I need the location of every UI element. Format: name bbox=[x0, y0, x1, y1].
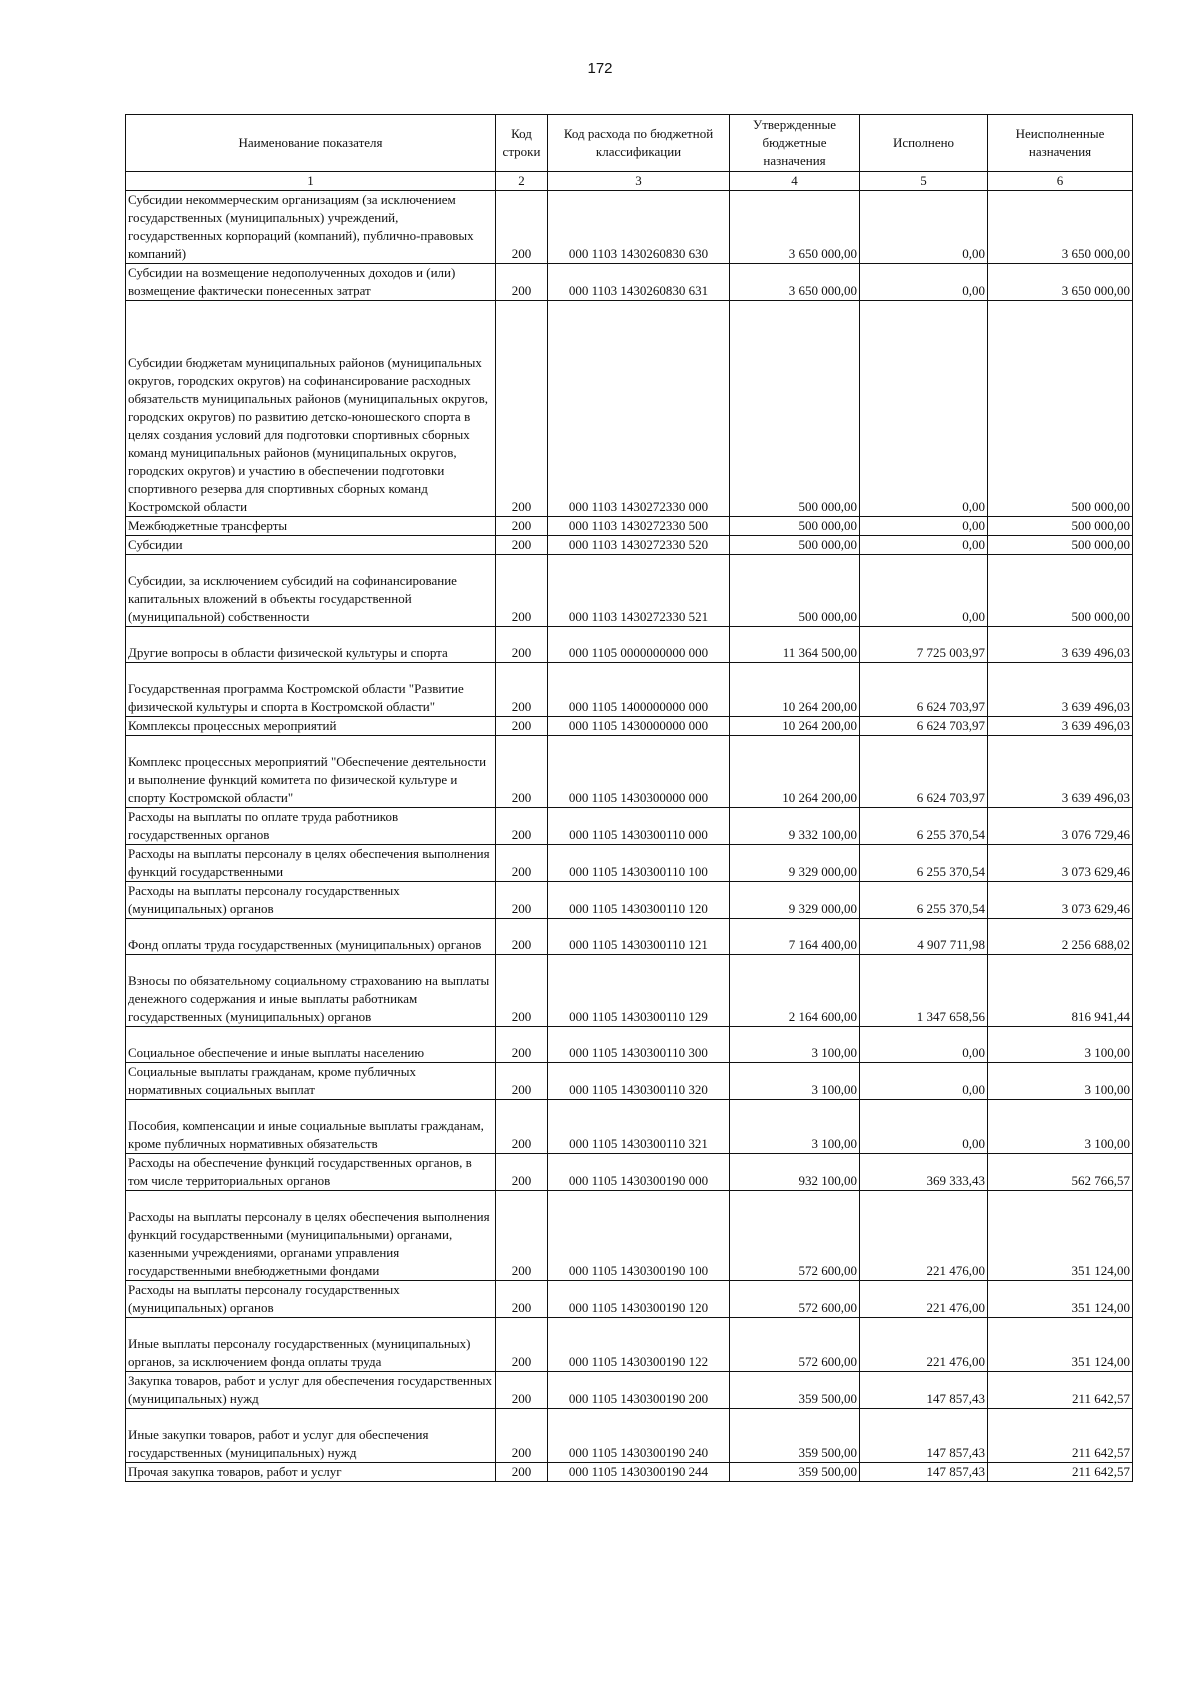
row-name: Другие вопросы в области физической культуры и спорта bbox=[126, 627, 496, 663]
row-name: Расходы на выплаты персоналу в целях обеспечения выполнения функций государственными bbox=[126, 845, 496, 882]
row-classification-code: 000 1105 1430300190 100 bbox=[548, 1191, 730, 1281]
row-executed-amount: 6 624 703,97 bbox=[860, 717, 988, 736]
row-executed-amount: 6 624 703,97 bbox=[860, 663, 988, 717]
row-name: Субсидии, за исключением субсидий на софинансирование капитальных вложений в объекты государственной (муниципальной) собственности bbox=[126, 555, 496, 627]
row-name: Субсидии некоммерческим организациям (за исключением государственных (муниципальных) учреждений, государственных корпораций (компаний), публично-правовых компаний) bbox=[126, 191, 496, 264]
row-line-code: 200 bbox=[496, 955, 548, 1027]
row-classification-code: 000 1103 1430272330 500 bbox=[548, 517, 730, 536]
table-row bbox=[126, 1154, 1133, 1191]
row-line-code: 200 bbox=[496, 627, 548, 663]
row-approved-amount: 932 100,00 bbox=[730, 1154, 860, 1191]
row-name: Государственная программа Костромской области "Развитие физической культуры и спорта в Костромской области" bbox=[126, 663, 496, 717]
row-classification-code: 000 1103 1430260830 630 bbox=[548, 191, 730, 264]
table-row bbox=[126, 555, 1133, 627]
table-row bbox=[126, 808, 1133, 845]
row-approved-amount: 9 329 000,00 bbox=[730, 845, 860, 882]
row-classification-code: 000 1105 1430300110 129 bbox=[548, 955, 730, 1027]
row-line-code: 200 bbox=[496, 882, 548, 919]
row-line-code: 200 bbox=[496, 536, 548, 555]
row-classification-code: 000 1105 1400000000 000 bbox=[548, 663, 730, 717]
row-executed-amount: 147 857,43 bbox=[860, 1372, 988, 1409]
row-approved-amount: 359 500,00 bbox=[730, 1372, 860, 1409]
row-executed-amount: 6 624 703,97 bbox=[860, 736, 988, 808]
row-executed-amount: 0,00 bbox=[860, 517, 988, 536]
row-line-code: 200 bbox=[496, 663, 548, 717]
row-executed-amount: 221 476,00 bbox=[860, 1191, 988, 1281]
row-unexecuted-amount: 3 639 496,03 bbox=[988, 736, 1133, 808]
row-name: Взносы по обязательному социальному страхованию на выплаты денежного содержания и иные выплаты работникам государственных (муниципальных) органов bbox=[126, 955, 496, 1027]
row-classification-code: 000 1105 1430300110 000 bbox=[548, 808, 730, 845]
table-row bbox=[126, 1027, 1133, 1063]
row-name: Пособия, компенсации и иные социальные выплаты гражданам, кроме публичных нормативных обязательств bbox=[126, 1100, 496, 1154]
row-approved-amount: 572 600,00 bbox=[730, 1281, 860, 1318]
row-line-code: 200 bbox=[496, 555, 548, 627]
row-name: Расходы на выплаты персоналу в целях обеспечения выполнения функций государственными (муниципальными) органами, казенными учреждениями, органами управления государственными внебюджетными фондами bbox=[126, 1191, 496, 1281]
row-name: Субсидии на возмещение недополученных доходов и (или) возмещение фактически понесенных затрат bbox=[126, 264, 496, 301]
row-executed-amount: 0,00 bbox=[860, 264, 988, 301]
table-row bbox=[126, 736, 1133, 808]
column-header-classification-code: Код расхода по бюджетной классификации bbox=[548, 115, 730, 172]
row-line-code: 200 bbox=[496, 1463, 548, 1482]
row-approved-amount: 359 500,00 bbox=[730, 1409, 860, 1463]
row-classification-code: 000 1105 1430000000 000 bbox=[548, 717, 730, 736]
row-approved-amount: 572 600,00 bbox=[730, 1318, 860, 1372]
row-executed-amount: 369 333,43 bbox=[860, 1154, 988, 1191]
page-number: 172 bbox=[587, 60, 613, 77]
table-row bbox=[126, 1100, 1133, 1154]
table-row bbox=[126, 1191, 1133, 1281]
row-line-code: 200 bbox=[496, 1409, 548, 1463]
row-approved-amount: 3 650 000,00 bbox=[730, 264, 860, 301]
row-executed-amount: 0,00 bbox=[860, 1027, 988, 1063]
row-name: Субсидии bbox=[126, 536, 496, 555]
row-unexecuted-amount: 3 100,00 bbox=[988, 1100, 1133, 1154]
row-approved-amount: 7 164 400,00 bbox=[730, 919, 860, 955]
row-line-code: 200 bbox=[496, 1372, 548, 1409]
row-executed-amount: 0,00 bbox=[860, 301, 988, 517]
row-approved-amount: 3 100,00 bbox=[730, 1063, 860, 1100]
row-approved-amount: 10 264 200,00 bbox=[730, 663, 860, 717]
row-name: Иные закупки товаров, работ и услуг для обеспечения государственных (муниципальных) нужд bbox=[126, 1409, 496, 1463]
table-row bbox=[126, 663, 1133, 717]
table-row bbox=[126, 1463, 1133, 1482]
row-executed-amount: 1 347 658,56 bbox=[860, 955, 988, 1027]
row-executed-amount: 221 476,00 bbox=[860, 1281, 988, 1318]
row-classification-code: 000 1105 1430300110 320 bbox=[548, 1063, 730, 1100]
row-classification-code: 000 1105 1430300110 120 bbox=[548, 882, 730, 919]
row-unexecuted-amount: 3 650 000,00 bbox=[988, 264, 1133, 301]
table-row bbox=[126, 1281, 1133, 1318]
table-row bbox=[126, 191, 1133, 264]
table-row bbox=[126, 1372, 1133, 1409]
row-name: Расходы на выплаты персоналу государственных (муниципальных) органов bbox=[126, 1281, 496, 1318]
row-line-code: 200 bbox=[496, 808, 548, 845]
row-classification-code: 000 1103 1430260830 631 bbox=[548, 264, 730, 301]
row-line-code: 200 bbox=[496, 1191, 548, 1281]
row-name: Фонд оплаты труда государственных (муниципальных) органов bbox=[126, 919, 496, 955]
row-line-code: 200 bbox=[496, 1318, 548, 1372]
row-classification-code: 000 1103 1430272330 000 bbox=[548, 301, 730, 517]
row-approved-amount: 2 164 600,00 bbox=[730, 955, 860, 1027]
row-executed-amount: 0,00 bbox=[860, 536, 988, 555]
row-name: Комплекс процессных мероприятий "Обеспечение деятельности и выполнение функций комитета по физической культуре и спорту Костромской области" bbox=[126, 736, 496, 808]
row-unexecuted-amount: 816 941,44 bbox=[988, 955, 1133, 1027]
row-unexecuted-amount: 3 073 629,46 bbox=[988, 845, 1133, 882]
table-row bbox=[126, 1318, 1133, 1372]
column-number: 6 bbox=[988, 172, 1133, 191]
row-approved-amount: 359 500,00 bbox=[730, 1463, 860, 1482]
table-row bbox=[126, 1409, 1133, 1463]
row-classification-code: 000 1105 1430300000 000 bbox=[548, 736, 730, 808]
row-name: Расходы на выплаты по оплате труда работников государственных органов bbox=[126, 808, 496, 845]
table-row bbox=[126, 627, 1133, 663]
row-unexecuted-amount: 211 642,57 bbox=[988, 1372, 1133, 1409]
row-unexecuted-amount: 211 642,57 bbox=[988, 1409, 1133, 1463]
row-approved-amount: 572 600,00 bbox=[730, 1191, 860, 1281]
table-body bbox=[126, 191, 1133, 1482]
row-name: Расходы на выплаты персоналу государственных (муниципальных) органов bbox=[126, 882, 496, 919]
row-name: Прочая закупка товаров, работ и услуг bbox=[126, 1463, 496, 1482]
column-header-line-code: Код строки bbox=[496, 115, 548, 172]
row-unexecuted-amount: 351 124,00 bbox=[988, 1191, 1133, 1281]
row-classification-code: 000 1105 1430300190 120 bbox=[548, 1281, 730, 1318]
table-row bbox=[126, 882, 1133, 919]
row-classification-code: 000 1103 1430272330 521 bbox=[548, 555, 730, 627]
row-unexecuted-amount: 3 639 496,03 bbox=[988, 627, 1133, 663]
table-row bbox=[126, 536, 1133, 555]
row-unexecuted-amount: 2 256 688,02 bbox=[988, 919, 1133, 955]
column-number: 4 bbox=[730, 172, 860, 191]
row-name: Социальное обеспечение и иные выплаты населению bbox=[126, 1027, 496, 1063]
row-line-code: 200 bbox=[496, 301, 548, 517]
table-row bbox=[126, 1063, 1133, 1100]
table-row bbox=[126, 301, 1133, 517]
row-approved-amount: 500 000,00 bbox=[730, 301, 860, 517]
row-line-code: 200 bbox=[496, 1063, 548, 1100]
row-approved-amount: 3 100,00 bbox=[730, 1027, 860, 1063]
row-approved-amount: 3 100,00 bbox=[730, 1100, 860, 1154]
column-number: 3 bbox=[548, 172, 730, 191]
row-unexecuted-amount: 3 639 496,03 bbox=[988, 663, 1133, 717]
row-executed-amount: 7 725 003,97 bbox=[860, 627, 988, 663]
row-executed-amount: 6 255 370,54 bbox=[860, 808, 988, 845]
row-executed-amount: 4 907 711,98 bbox=[860, 919, 988, 955]
row-unexecuted-amount: 3 100,00 bbox=[988, 1027, 1133, 1063]
row-classification-code: 000 1105 1430300190 122 bbox=[548, 1318, 730, 1372]
row-approved-amount: 9 329 000,00 bbox=[730, 882, 860, 919]
table-row bbox=[126, 845, 1133, 882]
row-unexecuted-amount: 3 076 729,46 bbox=[988, 808, 1133, 845]
row-approved-amount: 3 650 000,00 bbox=[730, 191, 860, 264]
row-name: Закупка товаров, работ и услуг для обеспечения государственных (муниципальных) нужд bbox=[126, 1372, 496, 1409]
row-unexecuted-amount: 500 000,00 bbox=[988, 517, 1133, 536]
row-executed-amount: 0,00 bbox=[860, 555, 988, 627]
row-line-code: 200 bbox=[496, 191, 548, 264]
table-header-row bbox=[126, 115, 1133, 172]
row-line-code: 200 bbox=[496, 1154, 548, 1191]
column-number: 5 bbox=[860, 172, 988, 191]
row-approved-amount: 500 000,00 bbox=[730, 536, 860, 555]
row-line-code: 200 bbox=[496, 1027, 548, 1063]
row-name: Комплексы процессных мероприятий bbox=[126, 717, 496, 736]
column-header-unexecuted: Неисполненные назначения bbox=[988, 115, 1133, 172]
row-approved-amount: 500 000,00 bbox=[730, 555, 860, 627]
row-approved-amount: 500 000,00 bbox=[730, 517, 860, 536]
row-executed-amount: 221 476,00 bbox=[860, 1318, 988, 1372]
row-executed-amount: 0,00 bbox=[860, 1063, 988, 1100]
row-approved-amount: 11 364 500,00 bbox=[730, 627, 860, 663]
row-line-code: 200 bbox=[496, 717, 548, 736]
row-executed-amount: 6 255 370,54 bbox=[860, 845, 988, 882]
row-line-code: 200 bbox=[496, 845, 548, 882]
row-executed-amount: 6 255 370,54 bbox=[860, 882, 988, 919]
row-approved-amount: 10 264 200,00 bbox=[730, 717, 860, 736]
row-name: Иные выплаты персоналу государственных (муниципальных) органов, за исключением фонда оплаты труда bbox=[126, 1318, 496, 1372]
row-classification-code: 000 1105 1430300110 321 bbox=[548, 1100, 730, 1154]
row-executed-amount: 147 857,43 bbox=[860, 1409, 988, 1463]
row-executed-amount: 147 857,43 bbox=[860, 1463, 988, 1482]
row-classification-code: 000 1105 1430300110 300 bbox=[548, 1027, 730, 1063]
table-row bbox=[126, 517, 1133, 536]
row-classification-code: 000 1105 1430300190 200 bbox=[548, 1372, 730, 1409]
row-unexecuted-amount: 3 073 629,46 bbox=[988, 882, 1133, 919]
row-line-code: 200 bbox=[496, 736, 548, 808]
row-name: Расходы на обеспечение функций государственных органов, в том числе территориальных органов bbox=[126, 1154, 496, 1191]
column-header-executed: Исполнено bbox=[860, 115, 988, 172]
row-unexecuted-amount: 500 000,00 bbox=[988, 536, 1133, 555]
row-line-code: 200 bbox=[496, 1281, 548, 1318]
row-unexecuted-amount: 500 000,00 bbox=[988, 301, 1133, 517]
row-unexecuted-amount: 3 650 000,00 bbox=[988, 191, 1133, 264]
row-name: Межбюджетные трансферты bbox=[126, 517, 496, 536]
row-classification-code: 000 1105 0000000000 000 bbox=[548, 627, 730, 663]
budget-execution-table bbox=[125, 114, 1133, 1482]
row-approved-amount: 10 264 200,00 bbox=[730, 736, 860, 808]
column-header-name: Наименование показателя bbox=[126, 115, 496, 172]
row-unexecuted-amount: 562 766,57 bbox=[988, 1154, 1133, 1191]
row-classification-code: 000 1105 1430300190 244 bbox=[548, 1463, 730, 1482]
row-line-code: 200 bbox=[496, 517, 548, 536]
column-number: 1 bbox=[126, 172, 496, 191]
row-classification-code: 000 1105 1430300190 240 bbox=[548, 1409, 730, 1463]
row-classification-code: 000 1103 1430272330 520 bbox=[548, 536, 730, 555]
row-line-code: 200 bbox=[496, 919, 548, 955]
row-name: Субсидии бюджетам муниципальных районов (муниципальных округов, городских округов) на софинансирование расходных обязательств муниципальных районов (муниципальных округов, городских округов) по развитию детско-юношеского спорта в целях создания условий для подготовки спортивных сборных команд муниципальных районов (муниципальных округов, городских округов) и участию в обеспечении подготовки спортивного резерва для спортивных сборных команд Костромской области bbox=[126, 301, 496, 517]
row-executed-amount: 0,00 bbox=[860, 191, 988, 264]
table-row bbox=[126, 919, 1133, 955]
row-unexecuted-amount: 351 124,00 bbox=[988, 1281, 1133, 1318]
row-name: Социальные выплаты гражданам, кроме публичных нормативных социальных выплат bbox=[126, 1063, 496, 1100]
row-unexecuted-amount: 3 100,00 bbox=[988, 1063, 1133, 1100]
row-executed-amount: 0,00 bbox=[860, 1100, 988, 1154]
table-row bbox=[126, 955, 1133, 1027]
column-number-row bbox=[126, 172, 1133, 191]
row-classification-code: 000 1105 1430300110 121 bbox=[548, 919, 730, 955]
row-classification-code: 000 1105 1430300190 000 bbox=[548, 1154, 730, 1191]
row-line-code: 200 bbox=[496, 1100, 548, 1154]
row-unexecuted-amount: 211 642,57 bbox=[988, 1463, 1133, 1482]
table-row bbox=[126, 264, 1133, 301]
row-approved-amount: 9 332 100,00 bbox=[730, 808, 860, 845]
row-unexecuted-amount: 351 124,00 bbox=[988, 1318, 1133, 1372]
row-unexecuted-amount: 3 639 496,03 bbox=[988, 717, 1133, 736]
table-row bbox=[126, 717, 1133, 736]
row-classification-code: 000 1105 1430300110 100 bbox=[548, 845, 730, 882]
column-header-approved: Утвержденные бюджетные назначения bbox=[730, 115, 860, 172]
row-unexecuted-amount: 500 000,00 bbox=[988, 555, 1133, 627]
row-line-code: 200 bbox=[496, 264, 548, 301]
column-number: 2 bbox=[496, 172, 548, 191]
